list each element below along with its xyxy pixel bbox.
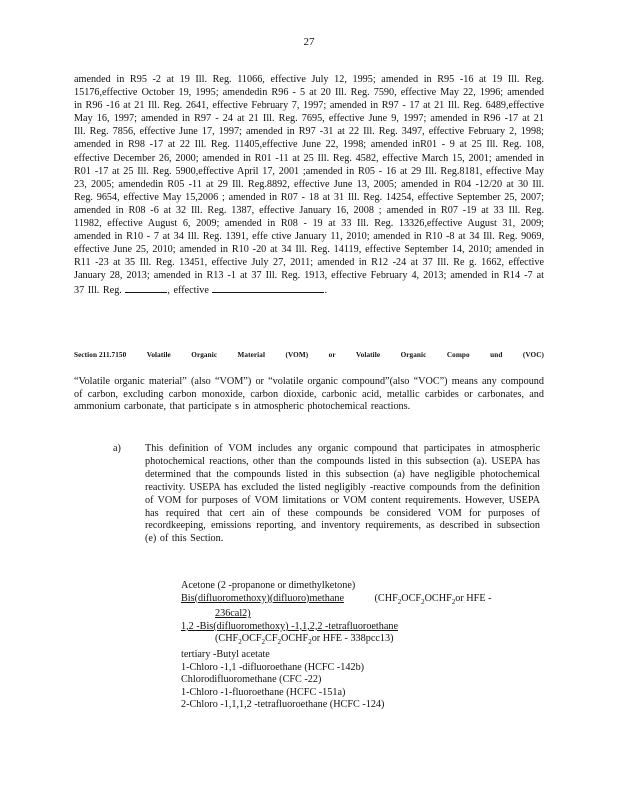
section-title-word: Volatile — [356, 351, 381, 359]
blank-effective-date — [212, 283, 324, 293]
section-title-word: Organic — [400, 351, 427, 359]
section-title-word: Material — [237, 351, 266, 359]
subsection-a-text: This definition of VOM includes any organic compound that participates in atmospheric photochemical reactions, other than the compounds listed in this subsection (a). USEPA has determined that the compounds listed in this subsection (a) have negligible photochemical reactivity. USEPA has excluded the listed negligibly -reactive compounds from the definition of VOM for purposes of VOM limitations or VOM content requirements. However, USEPA has required that cert ain of these compounds be considered VOM for purposes of recordkeeping, emissions reporting, and inventory requirements, as described in subsection (e) of this Section. — [145, 443, 540, 545]
compound-tba: tertiary -Butyl acetate — [181, 649, 270, 661]
section-heading — [74, 351, 544, 359]
compound-bdfm-formula: ($CHF_2OCF_2OCHF_2or$ HFE - — [374, 592, 492, 606]
compound-bdfm-formula-end: 236cal2) — [215, 608, 251, 620]
section-title-word: Organic — [191, 351, 218, 359]
subsection-a-label: a) — [113, 443, 121, 454]
compound-cfc-22: Chlorodifluoromethane (CFC -22) — [181, 674, 322, 686]
compound-acetone: Acetone (2 -propanone or dimethylketone) — [181, 580, 356, 591]
history-text: amended in R95 -2 at 19 Ill. Reg. 11066, effective July 12, 1995; amended in R95 -16 at 19 Ill. Reg. 15176,effective October 19, 1995; amendedin R96 - 5 at 20 Ill. Reg. 7590, effective May 22, 1996; amended in R96 -16 at 21 Ill. Reg. 2641, effective February 7, 1997; amended in R97 - 17 at 21 Ill. Reg. 6489,effective May 16, 1997; amended in R97 - 24 at 21 Ill. Reg. 7695, effective June 9, 1997; amended in R96 -17 at 21 Ill. Reg. 7856, effective June 17, 1997; amended in R97 -31 at 22 Ill. Reg. 3497, effective February 2, 1998; amended in R98 -17 at 22 Ill. Reg. 11405,effective June 22, 1998; amended inR01 - 9 at 25 Ill. Reg. 108, effective December 26, 2000; amended in R01 -11 at 25 Ill. Reg. 4582, effective March 15, 2001; amended in R01 -17 at 25 Ill. Reg. 5900,effective April 17, 2001 ;amended in R05 - 16 at 29 Ill. Reg.8181, effective May 23, 2005; amendedin R05 -11 at 29 Ill. Reg.8892, effective June 13, 2005; amended in R04 -12/20 at 30 Ill. Reg. 9654, effective May 15,2006 ; amended in R07 - 18 at 31 Ill. Reg. 14254, effective September 25, 2007; amended in R08 -6 at 32 Ill. Reg. 1387, effective January 16, 2008 ; amended in R07 -19 at 33 Ill. Reg. 11982, effective August 6, 2009; amended in R08 - 19 at 33 Ill. Reg. 13326,effective August 31, 2009; amended in R10 - 7 at 34 Ill. Reg. 1391, effe ctive January 11, 2010; amended in R10 -8 at 34 Ill. Reg. 9069, effective June 25, 2010; amended in R10 -20 at 34 Ill. Reg. 14119, effective September 14, 2010; amended in R11 -23 at 35 Ill. Reg. 13451, effective July 27, 2011; amended in R12 -24 at 37 Ill. Re g. 1662, effective January 28, 2013; amended in R13 -1 at 37 Ill. Reg. 1913, effective February 4, 2013; amended in R14 -7 at 37 Ill. Reg. — [74, 74, 544, 296]
history-effective-label: effective — [173, 284, 209, 296]
compound-bdfm-name: Bis(difluoromethoxy)(difluoro)methane — [181, 592, 344, 604]
compound-list — [181, 580, 541, 712]
section-title-word: Compo — [446, 351, 470, 359]
compound-bdfm — [181, 593, 541, 609]
blank-register-page — [125, 283, 167, 293]
section-title-word: und — [490, 351, 503, 359]
compound-bdt-name: 1,2 -Bis(difluoromethoxy) -1,1,2,2 -tetrafluoroethane — [181, 620, 398, 632]
compound-hcfc-142b: 1-Chloro -1,1 -difluoroethane (HCFC -142b) — [181, 661, 365, 673]
compound-bdt-formula: ($CHF_2OCF_2CF_2OCHF_2or$ HFE - 338pcc13) — [215, 633, 394, 647]
section-title-word: (VOC) — [522, 351, 544, 359]
compound-hcfc-124: 2-Chloro -1,1,1,2 -tetrafluoroethane (HCFC -124) — [181, 699, 385, 711]
page-number: 27 — [303, 36, 315, 48]
history-note: amended in R95 -2 at 19 Ill. Reg. 11066, effective July 12, 1995; amended in R95 -16 at 19 Ill. Reg. 15176,effective October 19, 1995; amendedin R96 - 5 at 20 Ill. Reg. 7590, effective May 22, 1996; amended in R96 -16 at 21 Ill. Reg. 2641, effective February 7, 1997; amended in R97 - 17 at 21 Ill. Reg. 6489,effective May 16, 1997; amended in R97 - 24 at 21 Ill. Reg. 7695, effective June 9, 1997; amended in R96 -17 at 21 Ill. Reg. 7856, effective June 17, 1997; amended in R97 -31 at 22 Ill. Reg. 3497, effective February 2, 1998; amended in R98 -17 at 22 Ill. Reg. 11405,effective June 22, 1998; amended inR01 - 9 at 25 Ill. Reg. 108, effective December 26, 2000; amended in R01 -11 at 25 Ill. Reg. 4582, effective March 15, 2001; amended in R01 -17 at 25 Ill. Reg. 5900,effective April 17, 2001 ;amended in R05 - 16 at 29 Ill. Reg.8181, effective May 23, 2005; amendedin R05 -11 at 29 Ill. Reg.8892, effective June 13, 2005; amended in R04 -12/20 at 30 Ill. Reg. 9654, effective May 15,2006 ; amended in R07 - 18 at 31 Ill. Reg. 14254, effective September 25, 2007; amended in R08 -6 at 32 Ill. Reg. 1387, effective January 16, 2008 ; amended in R07 -19 at 33 Ill. Reg. 11982, effective August 6, 2009; amended in R08 - 19 at 33 Ill. Reg. 13326,effective August 31, 2009; amended in R10 - 7 at 34 Ill. Reg. 1391, effe ctive January 11, 2010; amended in R10 -8 at 34 Ill. Reg. 9069, effective June 25, 2010; amended in R10 -20 at 34 Ill. Reg. 14119, effective September 14, 2010; amended in R11 -23 at 35 Ill. Reg. 13451, effective July 27, 2011; amended in R12 -24 at 37 Ill. Re g. 1662, effective January 28, 2013; amended in R13 -1 at 37 Ill. Reg. 1913, effective February 4, 2013; amended in R14 -7 at 37 Ill. Reg. , effective . — [74, 74, 544, 296]
section-number: Section 211.7150 — [74, 351, 127, 359]
definition-paragraph: “Volatile organic material” (also “VOM”) or “volatile organic compound”(also “VOC”) means any compound of carbon, excluding carbon monoxide, carbon dioxide, carbonic acid, metallic carbides or carbonates, and ammonium carbonate, that participate s in atmospheric photochemical reactions. — [74, 376, 544, 413]
compound-hcfc-151a: 1-Chloro -1-fluoroethane (HCFC -151a) — [181, 686, 346, 698]
section-title-word: Volatile — [146, 351, 171, 359]
section-title-word: or — [328, 351, 336, 359]
section-title-word: (VOM) — [285, 351, 309, 359]
